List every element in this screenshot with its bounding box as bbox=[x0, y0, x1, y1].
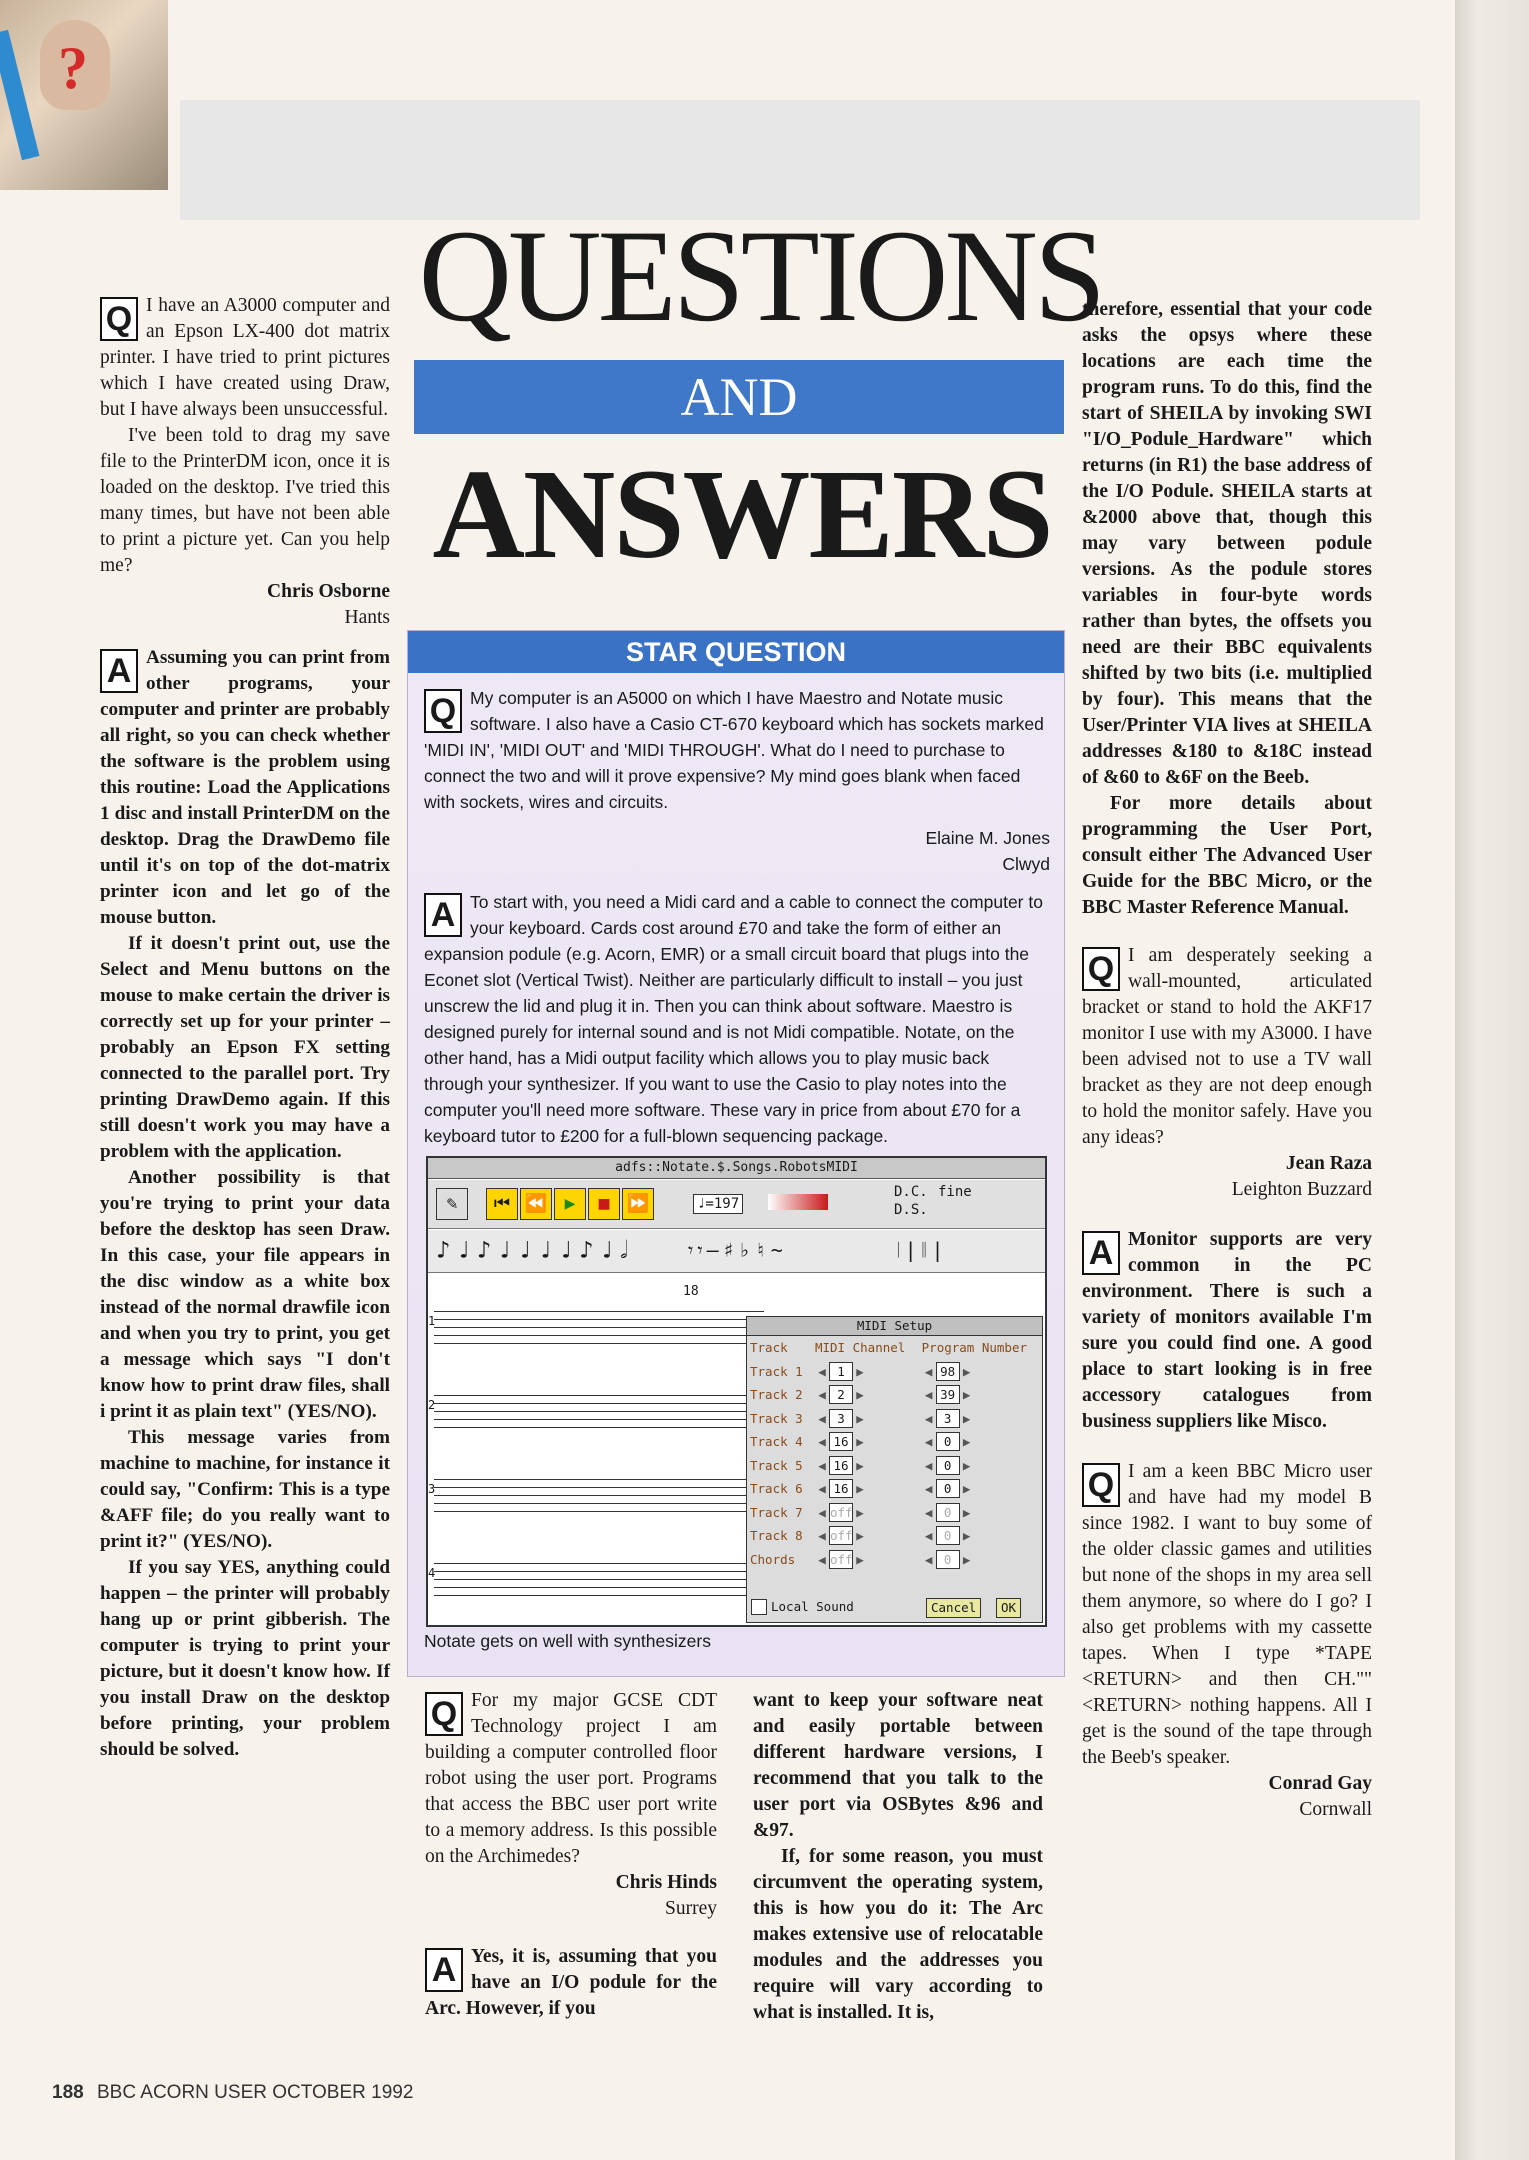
answer-text: Yes, it is, assuming that you have an I/O podule for the Arc. However, if you bbox=[425, 1946, 717, 2019]
column-3-bottom bbox=[753, 1688, 1043, 2026]
star-answer-text: To start with, you need a Midi card and a cable to connect the computer to your keyboard. Cards cost around £70 and take the form of either an expansion podule (e.g. Acorn, EMR) or a small circuit board that plugs into the Econet slot (Vertical Twist). Neither are particularly difficult to install – you just unscrew the lid and plug it in. Then you can think about software. Maestro is designed purely for internal sound and is not Midi compatible. Notate, on the other hand, has a Midi output facility which allows you to play music back through your synthesizer. If you want to use the Casio to play notes into the computer you'll need more software. These vary in price from about £70 for a keyboard tutor to £200 for a full-blown sequencing package. bbox=[424, 892, 1043, 1146]
staff-3[interactable] bbox=[434, 1472, 764, 1512]
decrement-arrow-icon[interactable]: ◀ bbox=[818, 1363, 826, 1379]
decrement-arrow-icon[interactable]: ◀ bbox=[924, 1528, 933, 1544]
channel-value[interactable]: 2 bbox=[829, 1385, 853, 1404]
channel-value[interactable]: 16 bbox=[829, 1432, 853, 1451]
answer-cont-p2: For more details about programming the User Port, consult either The Advanced User Guide for the BBC Micro, or the BBC Master Reference Manual. bbox=[1082, 793, 1372, 918]
signature-place: Surrey bbox=[665, 1898, 717, 1919]
program-cell bbox=[919, 1501, 1042, 1525]
increment-arrow-icon[interactable]: ▶ bbox=[856, 1457, 864, 1473]
channel-value[interactable]: 16 bbox=[829, 1479, 853, 1498]
staff-4[interactable] bbox=[434, 1556, 764, 1596]
increment-arrow-icon[interactable]: ▶ bbox=[962, 1387, 971, 1403]
toolbar-transport bbox=[428, 1180, 1045, 1229]
track-name: Track 8 bbox=[750, 1528, 803, 1544]
channel-value[interactable]: 16 bbox=[829, 1456, 853, 1475]
signature-place: Cornwall bbox=[1299, 1799, 1372, 1820]
star-answer bbox=[424, 889, 1050, 1149]
program-cell bbox=[919, 1383, 1042, 1407]
rest-palette-icon[interactable]: 𝄾𝄾—♯♭♮~ bbox=[688, 1238, 787, 1262]
decrement-arrow-icon[interactable]: ◀ bbox=[818, 1410, 826, 1426]
decrement-arrow-icon[interactable]: ◀ bbox=[924, 1434, 933, 1450]
program-value[interactable]: 0 bbox=[936, 1526, 960, 1545]
headline-answers: ANSWERS bbox=[432, 443, 1052, 585]
increment-arrow-icon[interactable]: ▶ bbox=[962, 1457, 971, 1473]
increment-arrow-icon[interactable]: ▶ bbox=[856, 1481, 864, 1497]
a-badge: A bbox=[100, 649, 138, 693]
answer-cont-p1: want to keep your software neat and easily portable between different hardware versions, I recommend that you talk to the user port via OSBytes &96 and &97. bbox=[753, 1690, 1043, 1841]
headline-questions: QUESTIONS bbox=[418, 202, 1103, 349]
note-palette-icon[interactable]: ♪♩♪♩♩♩♩♪♩𝅗𝅥 bbox=[436, 1236, 634, 1264]
program-cell bbox=[919, 1360, 1042, 1384]
staff-label-3: 3 bbox=[428, 1482, 436, 1496]
corner-illustration bbox=[0, 0, 168, 190]
decrement-arrow-icon[interactable]: ◀ bbox=[924, 1363, 933, 1379]
signature-place: Leighton Buzzard bbox=[1231, 1179, 1372, 1200]
signature-place: Hants bbox=[344, 607, 390, 628]
decrement-arrow-icon[interactable]: ◀ bbox=[818, 1551, 826, 1567]
program-cell bbox=[919, 1477, 1042, 1501]
midi-table-row bbox=[747, 1524, 1042, 1548]
page-spine bbox=[1455, 0, 1529, 2160]
answer-p5: If you say YES, anything could happen – the printer will probably hang up or print gibberish. The computer is trying to print your picture, but it doesn't know how. If you install Draw on the desktop before printing, your problem should be solved. bbox=[100, 1557, 390, 1760]
volume-slider-icon[interactable] bbox=[768, 1194, 828, 1210]
track-name: Track 2 bbox=[750, 1387, 803, 1403]
program-value[interactable]: 39 bbox=[936, 1385, 960, 1404]
increment-arrow-icon[interactable]: ▶ bbox=[962, 1528, 971, 1544]
bar-number: 18 bbox=[683, 1284, 699, 1299]
track-name: Track 7 bbox=[750, 1504, 803, 1520]
midi-setup-title: MIDI Setup bbox=[747, 1317, 1042, 1336]
track-name: Track 1 bbox=[750, 1363, 803, 1379]
star-signature-place: Clwyd bbox=[1002, 854, 1050, 874]
increment-arrow-icon[interactable]: ▶ bbox=[856, 1504, 864, 1520]
window-title-bar: adfs::Notate.$.Songs.RobotsMIDI bbox=[428, 1158, 1045, 1179]
col-program: Program Number bbox=[921, 1340, 1027, 1356]
increment-arrow-icon[interactable]: ▶ bbox=[856, 1387, 864, 1403]
increment-arrow-icon[interactable]: ▶ bbox=[962, 1363, 971, 1379]
q-badge: Q bbox=[1082, 947, 1120, 991]
decrement-arrow-icon[interactable]: ◀ bbox=[924, 1551, 933, 1567]
question-block-3 bbox=[1082, 1459, 1372, 1823]
program-cell bbox=[919, 1430, 1042, 1454]
screenshot-caption: Notate gets on well with synthesizers bbox=[424, 1631, 711, 1651]
increment-arrow-icon[interactable]: ▶ bbox=[962, 1481, 971, 1497]
answer-cont-p1: therefore, essential that your code asks the opsys where these locations are each time the program runs. To do this, find the start of SHEILA by invoking SWI "I/O_Podule_Hardware" which returns (in R1) the base address of the I/O Podule. SHEILA starts at &2000 above that, though this may vary between podule versions. As the podule stores variables in four-byte words rather than bytes, the offsets you need are their BBC equivalents shifted by two bits (i.e. multiplied by four). This means that the User/Printer VIA lives at SHEILA addresses &180 to &18C instead of &60 to &6F on the Beeb. bbox=[1082, 299, 1372, 788]
answer-text: Monitor supports are very common in the PC environment. There is such a variety of monitors available I'm sure you could find one. A good place to start looking is in free accessory catalogues from business suppliers like Misco. bbox=[1082, 1229, 1372, 1432]
a-badge: A bbox=[1082, 1231, 1120, 1275]
midi-setup-table bbox=[747, 1336, 1042, 1571]
col-channel: MIDI Channel bbox=[814, 1340, 906, 1356]
channel-cell bbox=[812, 1501, 919, 1525]
channel-value[interactable]: 3 bbox=[829, 1409, 853, 1428]
signature-name: Jean Raza bbox=[1285, 1153, 1372, 1174]
a-badge: A bbox=[425, 1948, 463, 1992]
midi-table-row bbox=[747, 1477, 1042, 1501]
decrement-arrow-icon[interactable]: ◀ bbox=[924, 1481, 933, 1497]
midi-table-row bbox=[747, 1548, 1042, 1572]
decrement-arrow-icon[interactable]: ◀ bbox=[924, 1504, 933, 1520]
col-track: Track bbox=[750, 1340, 788, 1356]
channel-value[interactable]: 1 bbox=[829, 1362, 853, 1381]
column-4 bbox=[1082, 297, 1372, 1823]
channel-cell bbox=[812, 1477, 919, 1501]
column-2-bottom bbox=[425, 1688, 717, 2022]
track-name: Track 3 bbox=[750, 1410, 803, 1426]
midi-table-row bbox=[747, 1430, 1042, 1454]
midi-setup-dialog bbox=[746, 1316, 1043, 1623]
q-badge: Q bbox=[100, 297, 138, 341]
increment-arrow-icon[interactable]: ▶ bbox=[856, 1410, 864, 1426]
decrement-arrow-icon[interactable]: ◀ bbox=[818, 1528, 826, 1544]
notate-screenshot bbox=[426, 1156, 1047, 1627]
program-cell bbox=[919, 1524, 1042, 1548]
q-badge: Q bbox=[1082, 1463, 1120, 1507]
tempo-readout[interactable]: ♩=197 bbox=[693, 1194, 743, 1214]
increment-arrow-icon[interactable]: ▶ bbox=[856, 1434, 864, 1450]
program-value[interactable]: 0 bbox=[936, 1456, 960, 1475]
ds-label: D.S. bbox=[894, 1202, 928, 1218]
program-value[interactable]: 0 bbox=[936, 1432, 960, 1451]
decrement-arrow-icon[interactable]: ◀ bbox=[924, 1387, 933, 1403]
fast-forward-icon[interactable]: ⏩ bbox=[622, 1188, 654, 1220]
midi-table-row bbox=[747, 1383, 1042, 1407]
dc-label: D.C. bbox=[894, 1184, 928, 1200]
channel-cell bbox=[812, 1524, 919, 1548]
staff-2[interactable] bbox=[434, 1388, 764, 1428]
increment-arrow-icon[interactable]: ▶ bbox=[962, 1551, 971, 1567]
midi-table-row bbox=[747, 1407, 1042, 1431]
star-signature-name: Elaine M. Jones bbox=[925, 828, 1050, 848]
answer-p4: This message varies from machine to machine, for instance it could say, "Confirm: This is a type &AFF file; do you really want to print it?" (YES/NO). bbox=[100, 1427, 390, 1552]
increment-arrow-icon[interactable]: ▶ bbox=[962, 1504, 971, 1520]
cancel-button[interactable]: Cancel bbox=[926, 1598, 981, 1618]
midi-dialog-footer bbox=[751, 1598, 1038, 1618]
column-1 bbox=[100, 293, 390, 1763]
star-question-body bbox=[408, 673, 1064, 1149]
edit-icon[interactable]: ✎ bbox=[436, 1188, 468, 1220]
decrement-arrow-icon[interactable]: ◀ bbox=[818, 1481, 826, 1497]
increment-arrow-icon[interactable]: ▶ bbox=[856, 1551, 864, 1567]
question-text: For my major GCSE CDT Technology project I am building a computer controlled floor robot using the user port. Programs that access the BBC user port write to a memory address. Is this possible on the Archimedes? bbox=[425, 1690, 717, 1867]
lightning-bolt-icon bbox=[0, 30, 39, 160]
answer-continuation bbox=[1082, 297, 1372, 921]
increment-arrow-icon[interactable]: ▶ bbox=[962, 1410, 971, 1426]
decrement-arrow-icon[interactable]: ◀ bbox=[818, 1504, 826, 1520]
decrement-arrow-icon[interactable]: ◀ bbox=[924, 1410, 933, 1426]
track-name: Track 6 bbox=[750, 1481, 803, 1497]
answer-p3: Another possibility is that you're trying to print your data before the desktop has seen Draw. In this case, your file appears in the disc window as a white box instead of the normal drawfile icon and when you try to print, you get a message which says "I don't know how to print draw files, shall i print it as plain text" (YES/NO). bbox=[100, 1167, 390, 1422]
star-question-box bbox=[407, 630, 1065, 1677]
program-value[interactable]: 3 bbox=[936, 1409, 960, 1428]
question-block bbox=[100, 293, 390, 631]
question-text: I am a keen BBC Micro user and have had my model B since 1982. I want to buy some of the older classic games and utilities but none of the shops in my area sell them anymore, so where do I go? I also get problems with my cassette tapes. When I type *TAPE <RETURN> and then CH."" <RETURN> nothing happens. All I get is the sound of the tape through the Beeb's speaker. bbox=[1082, 1461, 1372, 1768]
skip-start-icon[interactable]: ⏮ bbox=[486, 1188, 518, 1220]
increment-arrow-icon[interactable]: ▶ bbox=[962, 1434, 971, 1450]
question-text-2: I've been told to drag my save file to the PrinterDM icon, once it is loaded on the desktop. I've tried this many times, but have not been able to print a picture yet. Can you help me? bbox=[100, 425, 390, 576]
track-name: Chords bbox=[750, 1551, 796, 1567]
answer-cont-p2: If, for some reason, you must circumvent the operating system, this is how you do it: The Arc makes extensive use of relocatable modules and the addresses you require will vary according to what is installed. It is, bbox=[753, 1846, 1043, 2023]
fine-label: fine bbox=[938, 1184, 972, 1200]
answer-p1: Assuming you can print from other programs, your computer and printer are probably all right, so you can check whether the software is the problem using this routine: Load the Applications 1 disc and install PrinterDM on the desktop. Drag the DrawDemo file until it's on top of the dot-matrix printer icon and let go of the mouse button. bbox=[100, 647, 390, 928]
increment-arrow-icon[interactable]: ▶ bbox=[856, 1363, 864, 1379]
midi-table-row bbox=[747, 1360, 1042, 1384]
channel-cell bbox=[812, 1548, 919, 1572]
headline-and-banner: AND bbox=[414, 360, 1064, 434]
channel-cell bbox=[812, 1454, 919, 1478]
staff-label-1: 1 bbox=[428, 1314, 436, 1328]
program-value[interactable]: 98 bbox=[936, 1362, 960, 1381]
signature-name: Conrad Gay bbox=[1268, 1773, 1372, 1794]
question-block-2 bbox=[1082, 943, 1372, 1203]
channel-cell bbox=[812, 1360, 919, 1384]
signature-name: Chris Osborne bbox=[267, 581, 390, 602]
decrement-arrow-icon[interactable]: ◀ bbox=[818, 1387, 826, 1403]
channel-value[interactable]: off bbox=[829, 1551, 853, 1567]
ok-button[interactable]: OK bbox=[996, 1598, 1021, 1618]
staff-1[interactable] bbox=[434, 1304, 764, 1344]
channel-cell bbox=[812, 1407, 919, 1431]
program-cell bbox=[919, 1454, 1042, 1478]
answer-p2: If it doesn't print out, use the Select and Menu buttons on the mouse to make certain the driver is correctly set up for your printer – probably an Epson FX setting connected to the parallel port. Try printing DrawDemo again. If this still doesn't work you may have a problem with the application. bbox=[100, 933, 390, 1162]
midi-table-row bbox=[747, 1501, 1042, 1525]
increment-arrow-icon[interactable]: ▶ bbox=[856, 1528, 864, 1544]
decrement-arrow-icon[interactable]: ◀ bbox=[924, 1457, 933, 1473]
staff-label-2: 2 bbox=[428, 1398, 436, 1412]
track-name: Track 4 bbox=[750, 1434, 803, 1450]
q-badge: Q bbox=[425, 1692, 463, 1736]
publication-name: BBC ACORN USER OCTOBER 1992 bbox=[96, 2082, 414, 2103]
page-footer bbox=[52, 2082, 413, 2104]
rewind-icon[interactable]: ⏪ bbox=[520, 1188, 552, 1220]
channel-cell bbox=[812, 1430, 919, 1454]
toolbar-notes bbox=[428, 1230, 1045, 1273]
midi-table-header bbox=[747, 1336, 1042, 1360]
program-cell bbox=[919, 1548, 1042, 1572]
program-value[interactable]: 0 bbox=[936, 1479, 960, 1498]
answer-block bbox=[100, 645, 390, 1763]
star-question-heading: STAR QUESTION bbox=[408, 631, 1064, 673]
staff-label-4: 4 bbox=[428, 1566, 436, 1580]
local-sound-checkbox[interactable] bbox=[751, 1599, 767, 1615]
midi-table-row bbox=[747, 1454, 1042, 1478]
channel-value[interactable]: off bbox=[829, 1504, 853, 1520]
program-value[interactable]: 0 bbox=[936, 1503, 960, 1522]
question-text: I have an A3000 computer and an Epson LX-400 dot matrix printer. I have tried to print pictures which I have created using Draw, but I have always been unsuccessful. bbox=[100, 295, 390, 420]
program-cell bbox=[919, 1407, 1042, 1431]
channel-value[interactable]: off bbox=[829, 1528, 853, 1544]
barline-palette-icon[interactable]: 𝄀|𝄁| bbox=[898, 1238, 950, 1262]
a-badge: A bbox=[424, 893, 462, 937]
decrement-arrow-icon[interactable]: ◀ bbox=[818, 1457, 826, 1473]
channel-cell bbox=[812, 1383, 919, 1407]
signature-name: Chris Hinds bbox=[615, 1872, 717, 1893]
decrement-arrow-icon[interactable]: ◀ bbox=[818, 1434, 826, 1450]
program-value[interactable]: 0 bbox=[936, 1550, 960, 1569]
answer-block-2 bbox=[1082, 1227, 1372, 1435]
star-question-text: My computer is an A5000 on which I have Maestro and Notate music software. I also have a Casio CT-670 keyboard which has sockets marked 'MIDI IN', 'MIDI OUT' and 'MIDI THROUGH'. What do I need to purchase to connect the two and will it prove expensive? My mind goes blank when faced with sockets, wires and circuits. bbox=[424, 688, 1044, 812]
q-badge: Q bbox=[424, 689, 462, 733]
track-name: Track 5 bbox=[750, 1457, 803, 1473]
question-text: I am desperately seeking a wall-mounted, articulated bracket or stand to hold the AKF17 monitor I use with my A3000. I have been advised not to use a TV wall bracket as they are not deep enough to hold the monitor safely. Have you any ideas? bbox=[1082, 945, 1372, 1148]
play-icon[interactable]: ▶ bbox=[554, 1188, 586, 1220]
question-mark-icon: ? bbox=[58, 35, 88, 101]
answer-block bbox=[425, 1944, 717, 2022]
stop-icon[interactable]: ■ bbox=[588, 1188, 620, 1220]
local-sound-label: Local Sound bbox=[771, 1599, 854, 1614]
page-number: 188 bbox=[52, 2082, 84, 2103]
